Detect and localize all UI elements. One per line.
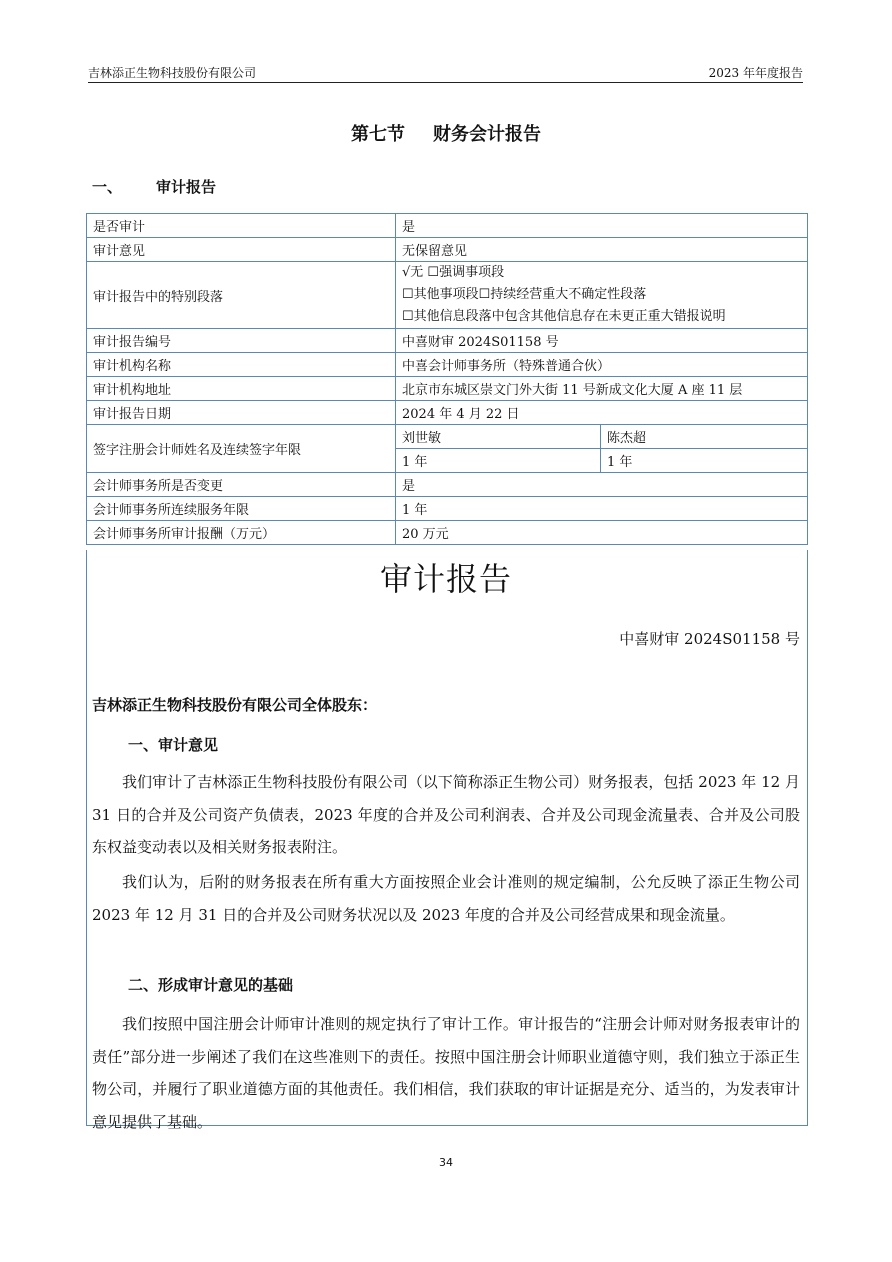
table-row xyxy=(87,425,808,449)
paragraph-audit-scope: 我们审计了吉林添正生物科技股份有限公司（以下简称添正生物公司）财务报表，包括 2023 年 12 月 31 日的合并及公司资产负债表，2023 年度的合并及公司利润表、合并及公司现金流量表、合并及公司股东权益变动表以及相关财务报表附注。 xyxy=(92,773,800,856)
table-row xyxy=(87,473,808,497)
signer-2-years: 1 年 xyxy=(601,449,808,473)
signer-1-name: 刘世敏 xyxy=(396,425,601,449)
audit-report-title: 审计报告 xyxy=(379,560,512,598)
firm-changed-label: 会计师事务所是否变更 xyxy=(87,473,396,497)
firm-name-label: 审计机构名称 xyxy=(87,353,396,377)
table-row xyxy=(87,238,808,262)
audit-fee-label: 会计师事务所审计报酬（万元） xyxy=(87,521,396,545)
subsection-name: 审计报告 xyxy=(156,178,217,196)
table-row xyxy=(87,214,808,238)
audited-value: 是 xyxy=(396,214,808,238)
section-title xyxy=(0,120,892,146)
header-report-title: 2023 年年度报告 xyxy=(708,66,803,80)
table-row xyxy=(87,521,808,545)
special-paragraph-label: 审计报告中的特别段落 xyxy=(87,262,396,329)
header-company: 吉林添正生物科技股份有限公司 xyxy=(88,66,257,80)
report-date-label: 审计报告日期 xyxy=(87,401,396,425)
table-row xyxy=(87,377,808,401)
report-addressee: 吉林添正生物科技股份有限公司全体股东： xyxy=(92,696,378,714)
report-date-value: 2024 年 4 月 22 日 xyxy=(396,401,808,425)
subsection-title xyxy=(92,176,216,197)
subsection-number: 一、 xyxy=(92,178,123,196)
signer-2-name: 陈杰超 xyxy=(601,425,808,449)
paragraph-opinion: 我们认为，后附的财务报表在所有重大方面按照企业会计准则的规定编制，公允反映了添正生物公司 2023 年 12 月 31 日的合并及公司财务状况以及 2023 年度的合并及公司经营成果和现金流量。 xyxy=(92,873,800,924)
service-years-value: 1 年 xyxy=(396,497,808,521)
table-row xyxy=(87,497,808,521)
signers-label: 签字注册会计师姓名及连续签字年限 xyxy=(87,425,396,473)
page-number: 34 xyxy=(439,1156,453,1169)
table-row xyxy=(87,262,808,329)
firm-address-label: 审计机构地址 xyxy=(87,377,396,401)
firm-name-value: 中喜会计师事务所（特殊普通合伙） xyxy=(396,353,808,377)
audit-fee-value: 20 万元 xyxy=(396,521,808,545)
special-line-2: ☐其他事项段☐持续经营重大不确定性段落 xyxy=(402,287,647,302)
audit-info-table xyxy=(86,213,808,545)
heading-basis-for-opinion: 二、形成审计意见的基础 xyxy=(128,976,294,994)
heading-audit-opinion: 一、审计意见 xyxy=(128,736,219,754)
firm-changed-value: 是 xyxy=(396,473,808,497)
opinion-value: 无保留意见 xyxy=(396,238,808,262)
audited-label: 是否审计 xyxy=(87,214,396,238)
special-line-3: ☐其他信息段落中包含其他信息存在未更正重大错报说明 xyxy=(402,309,726,324)
signer-1-years: 1 年 xyxy=(396,449,601,473)
report-number-value: 中喜财审 2024S01158 号 xyxy=(396,329,808,353)
page-header xyxy=(88,62,803,83)
table-row xyxy=(87,353,808,377)
audit-report-number: 中喜财审 2024S01158 号 xyxy=(619,630,800,648)
opinion-label: 审计意见 xyxy=(87,238,396,262)
table-row xyxy=(87,401,808,425)
table-row xyxy=(87,329,808,353)
paragraph-basis: 我们按照中国注册会计师审计准则的规定执行了审计工作。审计报告的“注册会计师对财务报表审计的责任”部分进一步阐述了我们在这些准则下的责任。按照中国注册会计师职业道德守则，我们独立于添正生物公司，并履行了职业道德方面的其他责任。我们相信，我们获取的审计证据是充分、适当的，为发表审计意见提供了基础。 xyxy=(92,1015,800,1131)
service-years-label: 会计师事务所连续服务年限 xyxy=(87,497,396,521)
special-line-1: √无 ☐强调事项段 xyxy=(402,265,505,280)
report-number-label: 审计报告编号 xyxy=(87,329,396,353)
special-paragraph-value xyxy=(396,262,808,329)
section-number: 第七节 xyxy=(351,124,405,145)
firm-address-value: 北京市东城区崇文门外大街 11 号新成文化大厦 A 座 11 层 xyxy=(396,377,808,401)
section-name: 财务会计报告 xyxy=(433,124,541,145)
